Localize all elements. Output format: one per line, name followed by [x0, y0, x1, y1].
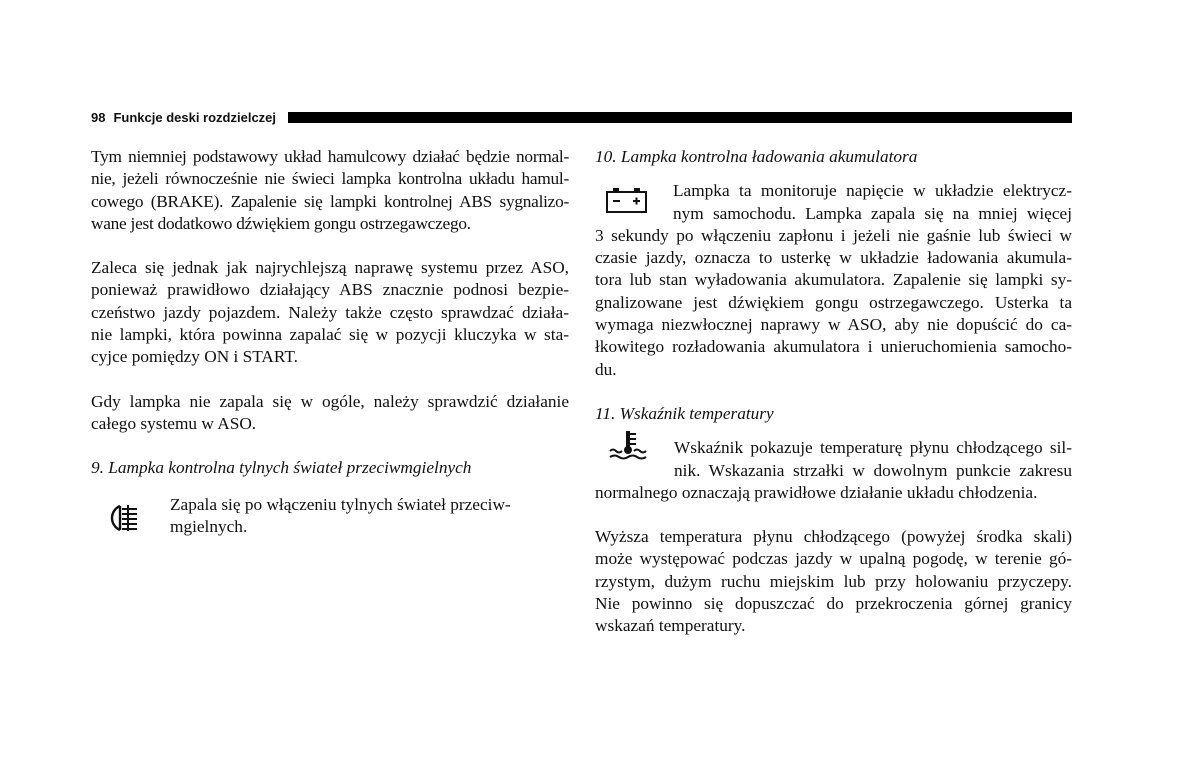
section-11-heading: 11. Wskaźnik temperatury: [595, 403, 774, 423]
rear-fog-light-icon: [99, 502, 145, 534]
text-line: ponieważ prawidłowo działający ABS znacznie podnosi bezpie-: [91, 280, 569, 300]
text-line: rzystym, dużym ruchu miejskim lub przy holowaniu przyczepy.: [595, 571, 1072, 591]
section-title: Funkcje deski rozdzielczej: [113, 109, 277, 125]
text-line: może występować podczas jazdy w upalną pogodę, w terenie gó-: [595, 549, 1072, 569]
text-line: nie lampki, która powinna zapalać się w pozycji kluczyka w sta-: [91, 325, 569, 345]
text-line: 3 sekundy po włączeniu zapłonu i jeżeli nie gaśnie lub świeci w: [595, 225, 1072, 245]
paragraph-repair-aso: [91, 257, 569, 368]
battery-icon: [605, 186, 649, 214]
page-number: 98: [91, 109, 106, 125]
header-rule: [288, 112, 1072, 123]
section-10-block: [595, 180, 1072, 225]
text-line: całego systemu w ASO.: [91, 413, 257, 433]
text-line: wymaga niezwłocznej naprawy w ASO, aby nie dopuścić do ca-: [595, 315, 1072, 335]
section-9-heading: 9. Lampka kontrolna tylnych świateł przeciwmgielnych: [91, 458, 472, 478]
text-line: cowego (BRAKE). Zapalenie się lampki kontrolnej ABS sygnalizo-: [91, 191, 569, 211]
paragraph-brake-abs: [91, 146, 569, 235]
paragraph-check-system: [91, 391, 569, 436]
text-line: Lampka ta monitoruje napięcie w układzie elektrycz-: [673, 181, 1072, 201]
text-line: Wskaźnik pokazuje temperaturę płynu chłodzącego sil-: [674, 438, 1072, 458]
text-line: Zaleca się jednak jak najrychlejszą naprawę systemu przez ASO,: [91, 258, 569, 278]
text-line: du.: [595, 359, 617, 379]
text-line: Gdy lampka nie zapala się w ogóle, należy sprawdzić działanie: [91, 391, 569, 411]
section-9-block: [91, 494, 569, 544]
paragraph-battery: [595, 225, 1072, 381]
text-line: gnalizowane jest dźwiękiem gongu ostrzegawczego. Usterka ta: [595, 292, 1072, 312]
paragraph-high-temperature: [595, 526, 1072, 637]
section-10-heading: 10. Lampka kontrolna ładowania akumulatora: [595, 147, 918, 166]
text-line: nie, jeżeli równocześnie nie świeci lampka kontrolna układu hamul-: [91, 169, 569, 189]
text-line: Zapala się po włączeniu tylnych świateł przeciw-: [170, 494, 511, 514]
right-column: [595, 146, 1072, 660]
text-line: czasie jazdy, oznacza to usterkę w układzie ładowania akumula-: [595, 248, 1072, 268]
text-line: Tym niemniej podstawowy układ hamulcowy działać będzie normal-: [91, 147, 569, 166]
text-line: nik. Wskazania strzałki w dowolnym punkcie zakresu: [674, 460, 1072, 480]
page-header: [91, 108, 1072, 126]
section-11-block: [595, 437, 1072, 482]
text-line: tora lub stan wyładowania akumulatora. Zapalenie się lampki sy-: [595, 270, 1072, 290]
text-line: nym samochodu. Lampka zapala się na mniej więcej: [673, 203, 1072, 223]
text-line: normalnego oznaczają prawidłowe działanie układu chłodzenia.: [595, 482, 1038, 502]
text-line: cyjce pomiędzy ON i START.: [91, 347, 298, 367]
text-line: czeństwo jazdy pojazdem. Należy także często sprawdzać działa-: [91, 302, 569, 322]
text-line: wane jest dodatkowo dźwiękiem gongu ostrzegawczego.: [91, 213, 471, 233]
coolant-temperature-icon: [607, 429, 649, 461]
paragraph-temperature: [595, 482, 1072, 504]
left-column: [91, 146, 569, 566]
text-line: Nie powinno się dopuszczać do przekroczenia górnej granicy: [595, 594, 1072, 614]
text-line: Wyższa temperatura płynu chłodzącego (powyżej środka skali): [595, 527, 1072, 547]
text-line: mgielnych.: [170, 516, 248, 536]
text-line: wskazań temperatury.: [595, 616, 746, 636]
text-line: łkowitego rozładowania akumulatora i unieruchomienia samocho-: [595, 337, 1072, 357]
